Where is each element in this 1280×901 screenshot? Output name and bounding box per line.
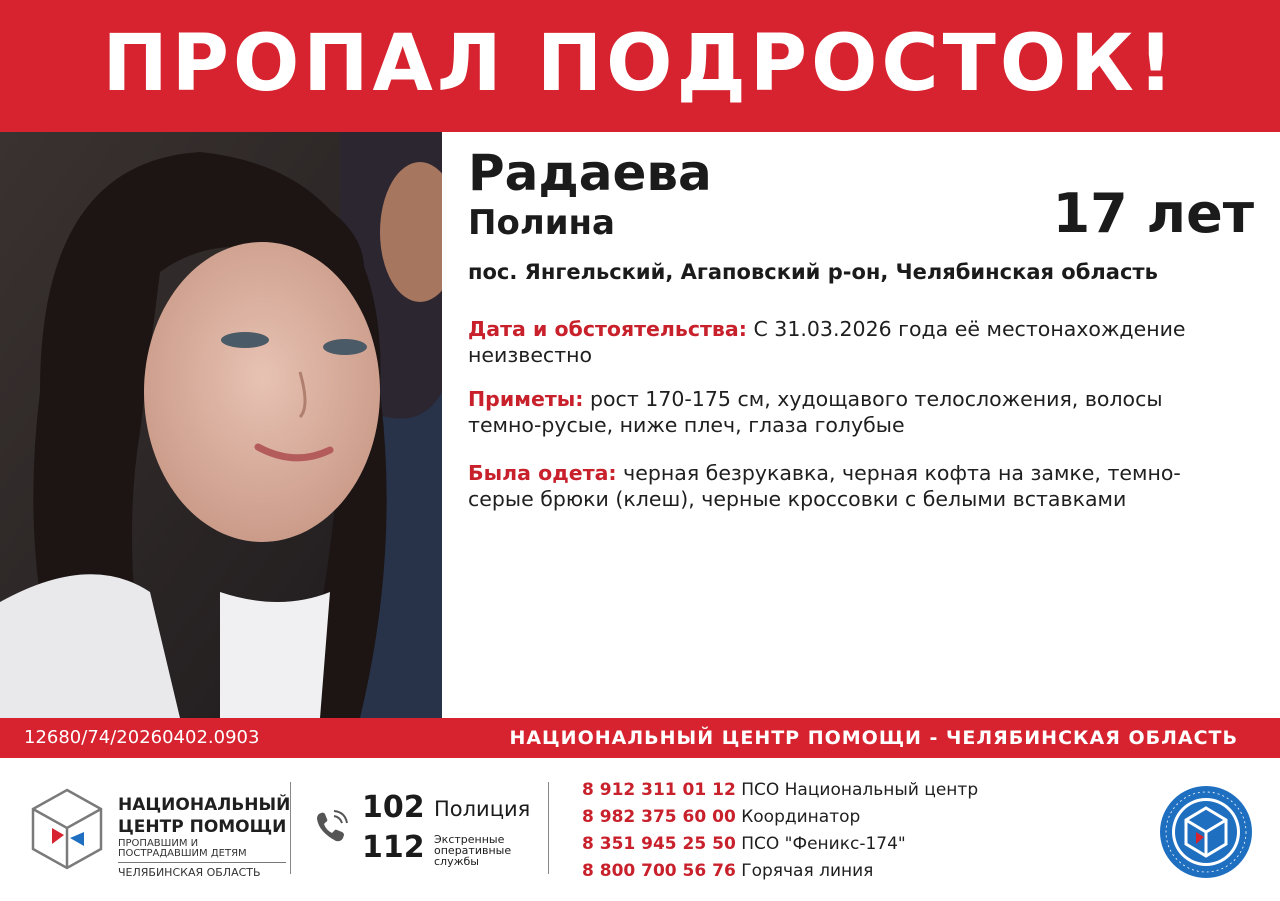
logo-cube-icon [30,788,104,870]
divider [290,782,291,874]
person-age: 17 лет [1052,182,1254,245]
detail-text: черная безрукавка, черная кофта на замке, темно-серые брюки (клеш), черные кроссовки с белыми вставками [468,461,1181,511]
logo-line-1: НАЦИОНАЛЬНЫЙ [118,795,291,815]
contact-number: 8 912 311 01 12 [582,780,736,800]
poster-title: ПРОПАЛ ПОДРОСТОК! [102,19,1178,109]
contact-name: ПСО Национальный центр [735,780,979,800]
divider [548,782,549,874]
detail-label: Приметы: [468,387,584,411]
detail-label: Была одета: [468,461,617,485]
emergency-number: 112 [362,830,425,865]
logo-line-3: ПРОПАВШИМ И ПОСТРАДАВШИМ ДЕТЯМ [118,839,286,863]
detail-label: Дата и обстоятельства: [468,317,747,341]
person-location: пос. Янгельский, Агаповский р-он, Челябинская область [468,260,1158,284]
contact-name: ПСО "Феникс-174" [735,834,906,854]
logo-line-4: ЧЕЛЯБИНСКАЯ ОБЛАСТЬ [118,866,261,879]
case-id: 12680/74/20260402.0903 [24,727,260,748]
missing-person-photo [0,132,442,718]
red-info-strip [0,718,1280,758]
police-number: 102 [362,790,425,825]
logo-text [118,794,290,878]
detail-text: рост 170-175 см, худощавого телосложения, волосы темно-русые, ниже плеч, глаза голубые [468,387,1163,437]
contact-number: 8 351 945 25 50 [582,834,736,854]
person-info [442,132,1280,718]
contacts-list [582,777,978,885]
emblem-seal-icon [1158,784,1254,880]
photo-illustration [0,132,442,718]
organization-name: НАЦИОНАЛЬНЫЙ ЦЕНТР ПОМОЩИ - ЧЕЛЯБИНСКАЯ ОБЛАСТЬ [509,727,1238,749]
contact-name: Координатор [735,807,861,827]
contact-row [582,777,978,804]
contact-name: Горячая линия [735,861,874,881]
detail-circumstances [468,316,1228,368]
contact-row [582,804,978,831]
logo-line-2: ЦЕНТР ПОМОЩИ [118,817,287,837]
detail-features [468,386,1228,438]
person-surname: Радаева [468,144,712,202]
contact-number: 8 982 375 60 00 [582,807,736,827]
person-firstname: Полина [468,203,615,243]
police-label: Полиция [434,797,531,821]
footer [0,758,1280,901]
detail-text: С 31.03.2026 года её местонахождение неизвестно [468,317,1186,367]
contact-row [582,858,978,885]
phone-icon [314,810,348,844]
header-banner [0,0,1280,132]
contact-number: 8 800 700 56 76 [582,861,736,881]
detail-clothing [468,460,1228,512]
emergency-label: Экстренные оперативные службы [434,833,512,868]
contact-row [582,831,978,858]
